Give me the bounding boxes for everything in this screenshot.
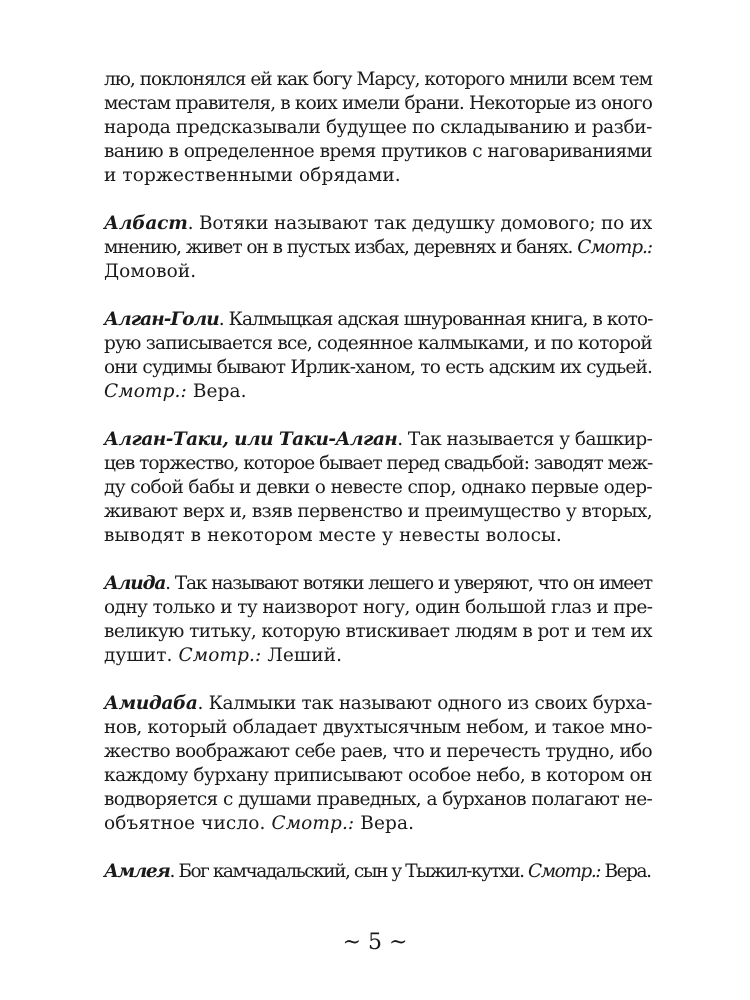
- page-number: ~ 5 ~: [342, 930, 408, 955]
- entry-text: душит.: [104, 645, 179, 666]
- see-also-label: Смотр.:: [528, 861, 601, 882]
- text-line: они судимы бывают Ирлик-ханом, то есть адским их судьей.: [104, 357, 652, 378]
- text-line: Домовой.: [104, 261, 197, 282]
- text-line: ду собой бабы и девки о невесте спор, однако первые одер-: [104, 477, 652, 498]
- entry-text: мнению, живет он в пустых избах, деревнях и банях.: [104, 237, 578, 258]
- see-also-target: Вера.: [354, 813, 415, 834]
- page-body: [104, 68, 652, 908]
- see-also-label: Смотр.:: [271, 813, 355, 834]
- text-line: местам правителя, в коих имели брани. Некоторые из оного: [104, 93, 652, 114]
- entry-term: Алган-Голи: [104, 309, 219, 330]
- entry-text: . Вотяки называют так дедушку домового; по их: [187, 213, 653, 234]
- text-line: ванию в определенное время прутиков с наговариваниями: [104, 141, 652, 162]
- entry-alida: [104, 572, 652, 668]
- see-also-target: Вера.: [600, 861, 651, 882]
- text-line: нов, который обладает двухтысячным небом, и такое мно-: [104, 717, 652, 738]
- entry-text: объятное число.: [104, 813, 272, 834]
- text-line: живают верх и, взяв первенство и преимущество у вторых,: [104, 501, 652, 522]
- text-line: [104, 236, 652, 260]
- intro-paragraph: [104, 68, 652, 188]
- entry-term: Амлея: [104, 861, 170, 882]
- text-line: [104, 428, 652, 452]
- entry-term: Албаст: [104, 213, 188, 234]
- entry-amleya: [104, 860, 652, 884]
- entry-term: Алида: [104, 573, 166, 594]
- text-line: одну только и ту наизворот ногу, один большой глаз и пре-: [104, 597, 653, 618]
- entry-algan-taki: [104, 428, 652, 548]
- text-line: [104, 644, 652, 668]
- text-line: [104, 812, 652, 836]
- text-line: лю, поклонялся ей как богу Марсу, которого мнили всем тем: [104, 69, 652, 90]
- entry-algan-goli: [104, 308, 652, 404]
- text-line: [104, 380, 652, 404]
- entry-amidaba: [104, 692, 652, 836]
- text-line: [104, 572, 652, 596]
- text-line: народа предсказывали будущее по складыванию и разби-: [104, 117, 652, 138]
- text-line: жество воображают себе раев, что и перечесть трудно, ибо: [104, 741, 652, 762]
- entry-text: . Так называют вотяки лешего и уверяют, что он имеет: [165, 573, 652, 594]
- text-line: [104, 308, 652, 332]
- see-also-label: Смотр.:: [178, 645, 262, 666]
- entry-albast: [104, 212, 652, 284]
- text-line: [104, 860, 652, 884]
- entry-text: . Бог камчадальский, сын у Тыжил-кутхи.: [169, 861, 529, 882]
- entry-term: Амидаба: [104, 693, 198, 714]
- entry-text: . Так называется у башкир-: [397, 429, 653, 450]
- see-also-label: Смотр.:: [104, 381, 187, 402]
- text-line: [104, 692, 652, 716]
- text-line: великую титьку, которую втискивает людям в рот и тем их: [104, 621, 652, 642]
- see-also-label: Смотр.:: [577, 237, 652, 258]
- see-also-target: Леший.: [261, 645, 343, 666]
- entry-term: Алган-Таки, или Таки-Алган: [104, 429, 398, 450]
- text-line: и торжественными обрядами.: [104, 165, 401, 186]
- see-also-target: Вера.: [186, 381, 247, 402]
- text-line: выводят в некотором месте у невесты волосы.: [104, 525, 562, 546]
- entry-text: . Калмыки так называют одного из своих бурха-: [197, 693, 652, 714]
- text-line: рую записывается все, содеянное калмыками, и по которой: [104, 333, 652, 354]
- text-line: [104, 212, 652, 236]
- text-line: водворяется с душами праведных, а бурханов полагают не-: [104, 789, 652, 810]
- entry-text: . Калмыцкая адская шнурованная книга, в кото-: [218, 309, 653, 330]
- text-line: цев торжество, которое бывает перед свадьбой: заводят меж-: [104, 453, 653, 474]
- text-line: каждому бурхану приписывают особое небо, в котором он: [104, 765, 652, 786]
